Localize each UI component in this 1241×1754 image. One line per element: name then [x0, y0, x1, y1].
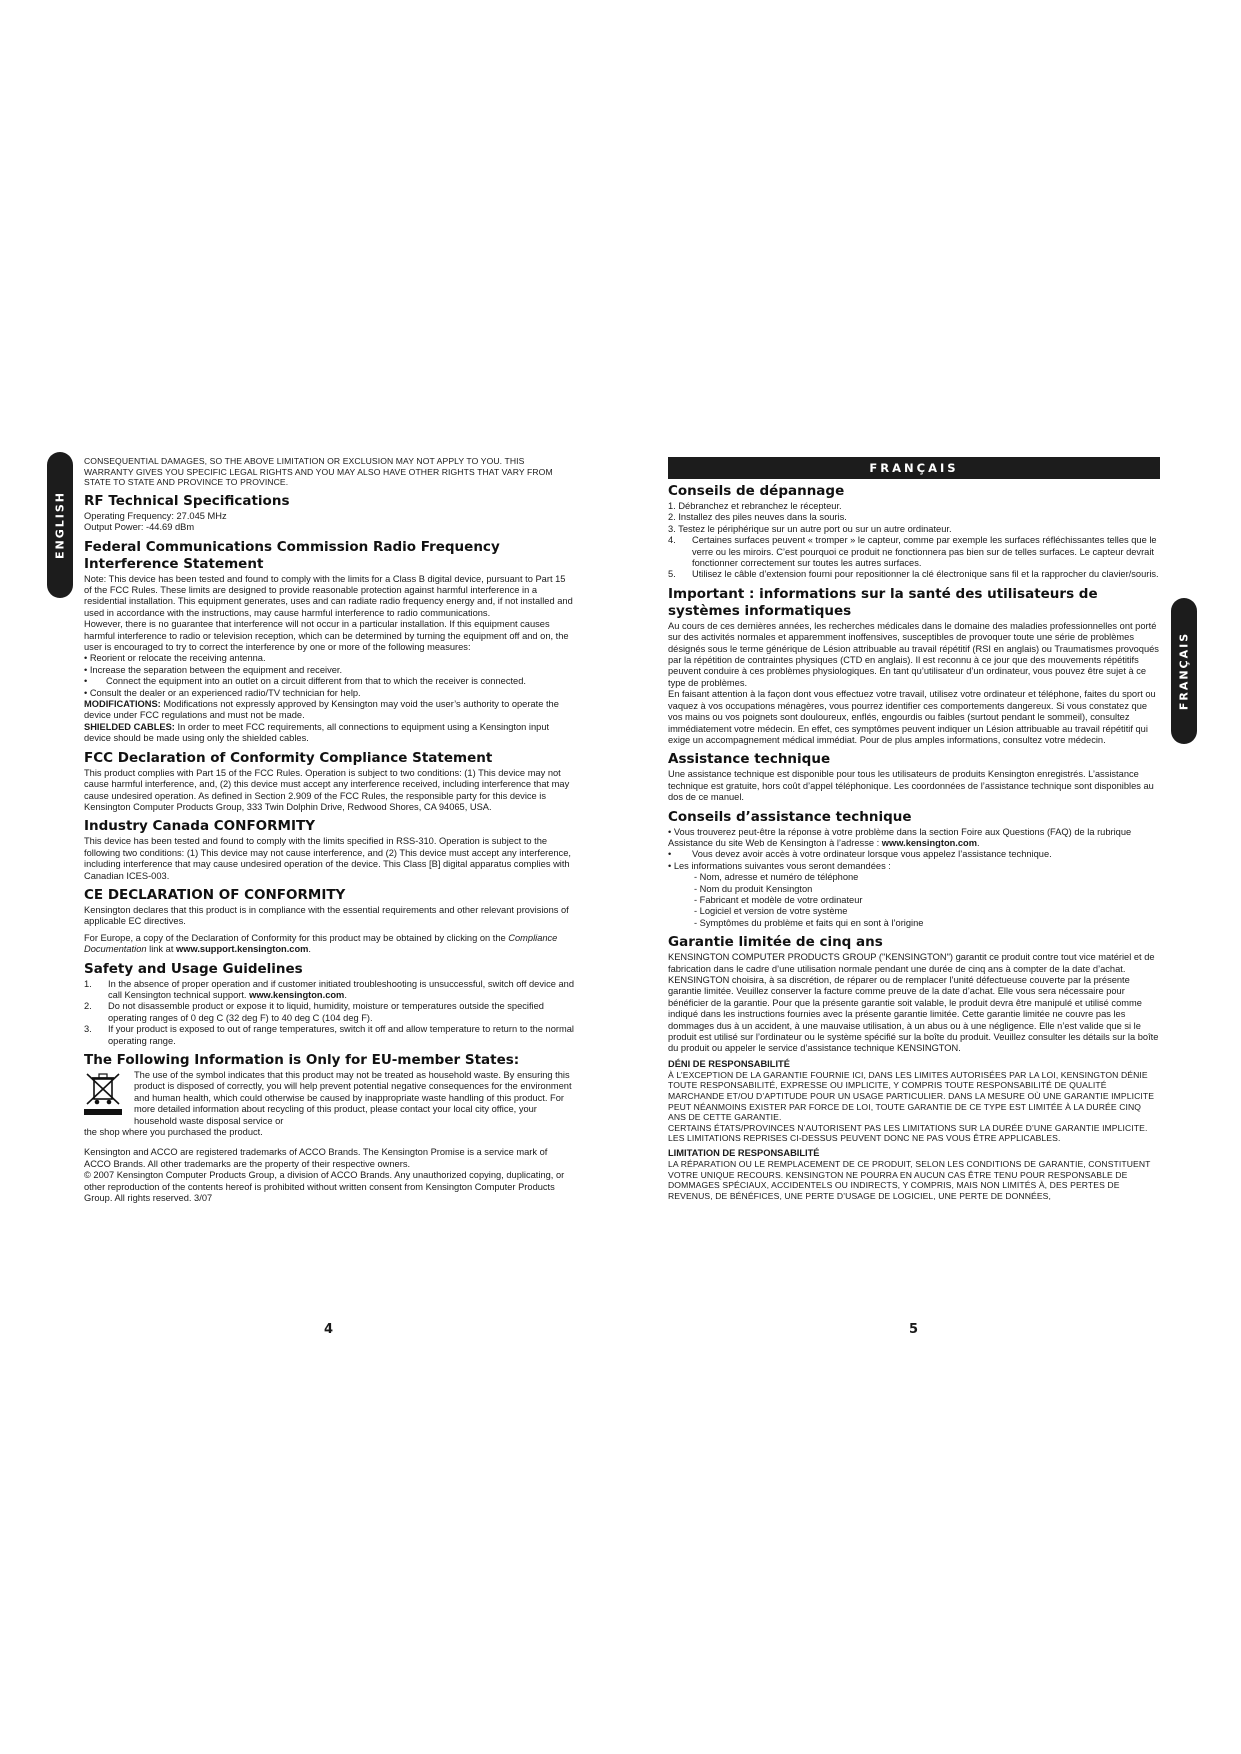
list-item: 3. If your product is exposed to out of range temperatures, switch it off and allow temperature to return to the normal operating range. — [84, 1024, 574, 1046]
tech-support-text: Une assistance technique est disponible pour tous les utilisateurs de produits Kensington enregistrés. L’assistance technique est gratuite, hors coût d’appel téléphonique. Les coordonnées de l’assistance technique sont disponibles au dos de ce manuel. — [668, 769, 1154, 803]
disclaimer-text: CERTAINS ÉTATS/PROVINCES N’AUTORISENT PAS LES LIMITATIONS SUR LA DURÉE D’UNE GARANTIE IMPLICITE. LES LIMITATIONS REPRISES CI-DESSUS PEUVENT DONC NE PAS VOUS ÊTRE APPLICABLES. — [668, 1122, 1148, 1144]
weee-text: The use of the symbol indicates that this product may not be treated as household waste. By ensuring this product is disposed of correctly, you will help prevent potential negative consequences for the environment and human health, which could otherwise be caused by inappropriate waste handling of this product. For more detailed information about recycling of this product, please contact your local city office, your household waste disposal service or — [134, 1070, 572, 1126]
liability-heading: LIMITATION DE RESPONSABILITÉ — [668, 1148, 820, 1158]
list-item: - Nom du produit Kensington — [694, 883, 813, 894]
ce-text: Kensington declares that this product is in compliance with the essential requirements and other relevant provisions of applicable EC directives. — [84, 904, 569, 927]
warranty-continuation: CONSEQUENTIAL DAMAGES, SO THE ABOVE LIMITATION OR EXCLUSION MAY NOT APPLY TO YOU. THIS WARRANTY GIVES YOU SPECIFIC LEGAL RIGHTS AND YOU MAY ALSO HAVE OTHER RIGHTS THAT VARY FROM STATE TO STATE AND PROVINCE TO PROVINCE. — [84, 456, 553, 488]
french-page — [668, 483, 1160, 1201]
warranty-text: KENSINGTON COMPUTER PRODUCTS GROUP ("KENSINGTON") garantit ce produit contre tout vice matériel et de fabrication dans le cadre d’une utilisation normale pendant une durée de cinq ans à compter de la date d’achat. KENSINGTON choisira, à sa discrétion, de réparer ou de remplacer l’unité défectueuse couverte par la présente garantie limitée. Veuillez conserver la facture comme preuve de la date d’achat. Elle vous sera nécessaire pour bénéficier de la garantie. Pour que la présente garantie soit valable, le produit devra être manipulé et utilisé comme indiqué dans les instructions fournies avec la présente garantie limitée. Cette garantie limitée ne couvre pas les dommages dus à un accident, à une mauvaise utilisation, à un abus ou à une négligence. Elle n’est valide que si le produit est utilisé sur l’ordinateur ou le système spécifié sur la boîte du produit. Veuillez consulter les détails sur la boîte du produit ou appeler le service d’assistance technique KENSINGTON. — [668, 952, 1159, 1054]
rf-output-power: Output Power: -44.69 dBm — [84, 522, 195, 533]
fcc-note: Note: This device has been tested and found to comply with the limits for a Class B digital device, pursuant to Part 15 of the FCC Rules. These limits are designed to provide reasonable protection against harmful interference in a residential installation. This equipment generates, uses and can radiate radio frequency energy and, if not installed and used in accordance with the instructions, may cause harmful interference to radio communications. — [84, 573, 573, 618]
list-item: • Les informations suivantes vous seront demandées : — [668, 860, 891, 871]
fcc-guarantee: However, there is no guarantee that interference will not occur in a particular installation. If this equipment causes harmful interference to radio or television reception, which can be determined by turning the equipment off and on, the user is encouraged to try to correct the interference by one or more of the following measures: — [84, 619, 569, 653]
safety-heading: Safety and Usage Guidelines — [84, 960, 303, 977]
kensington-link[interactable]: www.kensington.com — [881, 837, 977, 848]
fcc-declaration-text: This product complies with Part 15 of the FCC Rules. Operation is subject to two conditions: (1) This device may not cause harmful interference, and, (2) this device must accept any interference received, including interference that may cause undesired operation. As defined in Section 2.909 of the FCC Rules, the responsible party for this device is Kensington Computer Products Group, 333 Twin Dolphin Drive, Redwood Shores, CA 94065, USA. — [84, 767, 570, 812]
kensington-link[interactable]: www.kensington.com — [249, 989, 345, 1000]
fcc-measure: • Connect the equipment into an outlet on a circuit different from that to which the receiver is connected. — [84, 676, 526, 687]
list-item: - Logiciel et version de votre système — [694, 906, 848, 917]
ce-heading: CE DECLARATION OF CONFORMITY — [84, 886, 346, 903]
page-number: 5 — [909, 1322, 919, 1337]
warranty-heading: Garantie limitée de cinq ans — [668, 934, 883, 951]
fcc-shielded-cables: SHIELDED CABLES: In order to meet FCC requirements, all connections to equipment using a Kensington input device should be made using only the shielded cables. — [84, 721, 550, 744]
english-page — [84, 456, 574, 1204]
health-heading: Important : informations sur la santé des utilisateurs de systèmes informatiques — [668, 585, 1098, 619]
list-item: 2. Installez des piles neuves dans la souris. — [668, 512, 847, 523]
list-item: 5. Utilisez le câble d’extension fourni pour repositionner la clé électronique sans fil et la rapprocher du clavier/souris. — [668, 569, 1159, 580]
fcc-measure: • Increase the separation between the equipment and receiver. — [84, 664, 343, 675]
rf-spec-heading: RF Technical Specifications — [84, 492, 290, 509]
list-item: 1. Débranchez et rebranchez le récepteur. — [668, 501, 842, 511]
disclaimer-heading: DÉNI DE RESPONSABILITÉ — [668, 1058, 790, 1069]
fcc-declaration-heading: FCC Declaration of Conformity Compliance Statement — [84, 749, 493, 766]
crossed-out-wheeled-bin-icon — [84, 1070, 128, 1127]
liability-text: LA RÉPARATION OU LE REMPLACEMENT DE CE PRODUIT, SELON LES CONDITIONS DE GARANTIE, CONSTITUENT VOTRE UNIQUE RECOURS. KENSINGTON NE POURRA EN AUCUN CAS ÊTRE TENU POUR RESPONSABLE DE DOMMAGES SPÉCIAUX, ACCIDENTELS OU INDIRECTS, Y COMPRIS, MAIS NON LIMITÉS À, DES PERTES DE REVENUS, DE BÉNÉFICES, UNE PERTE D’USAGE DE LOGICIEL, UNE PERTE DE DONNÉES, — [668, 1159, 1151, 1201]
language-tab-french — [1171, 598, 1197, 744]
weee-notice — [84, 1070, 574, 1127]
rf-frequency: Operating Frequency: 27.045 MHz — [84, 510, 227, 521]
industry-canada-heading: Industry Canada CONFORMITY — [84, 818, 315, 835]
troubleshooting-heading: Conseils de dépannage — [668, 483, 845, 499]
industry-canada-text: This device has been tested and found to comply with the limits specified in RSS-310. Operation is subject to the following two conditions: (1) This device may not cause interference, and (2) This device must accept any interference, including interference that may cause undesired operation of the device. This Class [B] digital apparatus complies with Canadian ICES-003. — [84, 836, 571, 881]
page-number: 4 — [324, 1322, 334, 1337]
weee-text-end: the shop where you purchased the product. — [84, 1127, 263, 1138]
support-link[interactable]: www.support.kensington.com — [176, 944, 309, 955]
language-tab-label: ENGLISH — [53, 491, 67, 559]
list-item: • Vous devez avoir accès à votre ordinateur lorsque vous appelez l’assistance technique. — [668, 849, 1052, 860]
french-section-banner: FRANÇAIS — [668, 457, 1160, 479]
language-tab-english — [47, 452, 73, 598]
support-tips-list — [668, 849, 1160, 860]
list-item: - Symptômes du problème et faits qui en sont à l’origine — [694, 917, 924, 928]
list-item: 1. In the absence of proper operation and if customer initiated troubleshooting is unsuccessful, switch off device and call Kensington technical support. www.kensington.com. — [84, 978, 574, 1000]
list-item: 2. Do not disassemble product or expose it to liquid, humidity, moisture or temperatures outside the specified operating ranges of 0 deg C (32 deg F) to 40 deg C (104 deg F). — [84, 1001, 544, 1023]
fcc-measure: • Reorient or relocate the receiving antenna. — [84, 653, 266, 664]
troubleshooting-list — [668, 535, 1160, 581]
list-item: • Vous trouverez peut-être la réponse à votre problème dans la section Foire aux Questions (FAQ) de la rubrique Assistance du site Web de Kensington à l’adresse : www.kensington.com. — [668, 826, 1132, 848]
health-text: Au cours de ces dernières années, les recherches médicales dans le domaine des maladies professionnelles ont porté sur des activités normales et apparemment inoffensives, susceptibles de provoquer toute une série de problèmes désignés sous le terme générique de Lésion attribuable au travail répétitif (RSI en anglais) ou Traumatismes provoqués par la répétition de contraintes physiques (CTD en anglais). Il est reconnu à ce jour que des mouvements répétitifs peuvent conduire à ces problèmes physiologiques. En tant qu’utilisateur d’un ordinateur, vous pouvez être sujet à ce type de problèmes. — [668, 620, 1159, 688]
support-tips-heading: Conseils d’assistance technique — [668, 808, 912, 825]
fcc-measure: • Consult the dealer or an experienced radio/TV technician for help. — [84, 687, 361, 698]
trademark-notice: Kensington and ACCO are registered trademarks of ACCO Brands. The Kensington Promise is a service mark of ACCO Brands. All other trademarks are the property of their respective owners. — [84, 1147, 548, 1169]
language-tab-label: FRANÇAIS — [1177, 631, 1191, 711]
list-item: 4. Certaines surfaces peuvent « tromper » le capteur, comme par exemple les surfaces réfléchissantes telles que le verre ou les miroirs. C’est pourquoi ce produit ne fonctionnera pas bien sur de telles surfaces. Le capteur devrait fonctionner correctement sur toutes les autres surfaces. — [668, 535, 1157, 569]
ce-documentation: For Europe, a copy of the Declaration of Conformity for this product may be obtained by clicking on the Compliance Documentation link at www.support.kensington.com. — [84, 932, 558, 955]
eu-heading: The Following Information is Only for EU-member States: — [84, 1052, 520, 1068]
disclaimer-text: À L’EXCEPTION DE LA GARANTIE FOURNIE ICI, DANS LES LIMITES AUTORISÉES PAR LA LOI, KENSINGTON DÉNIE TOUTE RESPONSABILITÉ, EXPRESSE OU IMPLICITE, Y COMPRIS TOUTE RESPONSABILITÉ DE QUALITÉ MARCHANDE ET/OU D’APTITUDE POUR UN USAGE PARTICULIER. DANS LA MESURE OÙ UNE GARANTIE IMPLICITE PEUT NÉANMOINS EXISTER PAR FORCE DE LOI, TOUTE GARANTIE DE CE TYPE EST LIMITÉE À LA DURÉE CINQ ANS DE CETTE GARANTIE. — [668, 1069, 1155, 1123]
list-item: - Fabricant et modèle de votre ordinateur — [694, 894, 863, 905]
copyright-notice: © 2007 Kensington Computer Products Group, a division of ACCO Brands. Any unauthorized copying, duplicating, or other reproduction of the contents hereof is prohibited without written consent from Kensington Computer Products Group. All rights reserved. 3/07 — [84, 1170, 565, 1204]
health-text: En faisant attention à la façon dont vous effectuez votre travail, utilisez votre ordinateur et téléphone, faites du sport ou vaquez à vos occupations ménagères, vous pourrez identifier ces comportements dangereux. Si vous constatez que vos mains ou vos poignets sont douloureux, enflés, engourdis ou faibles (surtout pendant le sommeil), consultez immédiatement votre médecin. En effet, ces symptômes peuvent indiquer un Lésion attribuable au travail répétitif qui exige un accompagnement médical immédiat. Pour de plus amples informations, consultez votre médecin. — [668, 689, 1156, 745]
list-item: 3. Testez le périphérique sur un autre port ou sur un autre ordinateur. — [668, 523, 952, 534]
fcc-modifications: MODIFICATIONS: Modifications not expressly approved by Kensington may void the user’s authority to operate the device under FCC regulations and must not be made. — [84, 699, 559, 721]
safety-list — [84, 979, 574, 1047]
tech-support-heading: Assistance technique — [668, 751, 831, 768]
list-item: - Nom, adresse et numéro de téléphone — [694, 872, 859, 883]
fcc-heading: Federal Communications Commission Radio Frequency Interference Statement — [84, 538, 500, 572]
